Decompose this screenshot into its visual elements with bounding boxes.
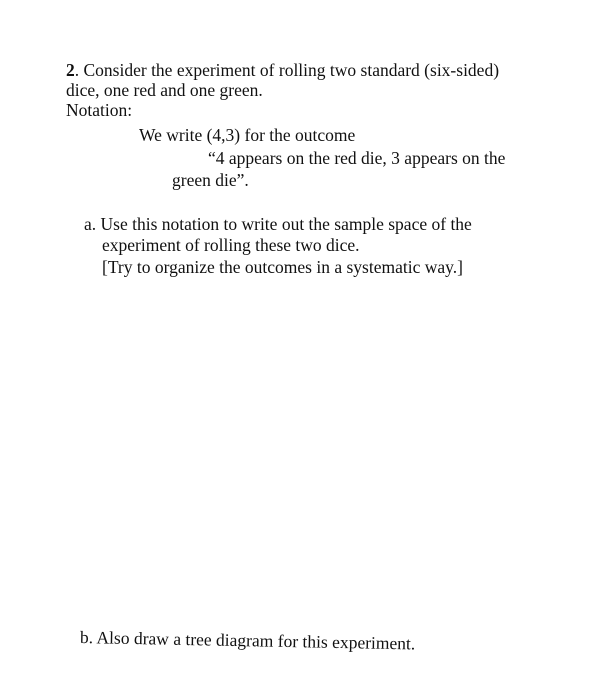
intro-text: . Consider the experiment of rolling two standard (six-sided) bbox=[74, 60, 500, 80]
part-a-line-3: [Try to organize the outcomes in a systematic way.] bbox=[102, 257, 463, 277]
intro-line-1 bbox=[66, 60, 499, 80]
part-a-line-1: a. Use this notation to write out the sample space of the bbox=[84, 214, 472, 234]
notation-label: Notation: bbox=[66, 100, 133, 120]
problem-number: 2 bbox=[66, 60, 75, 80]
notation-line-3: green die”. bbox=[172, 170, 249, 190]
part-a-line-2: experiment of rolling these two dice. bbox=[102, 235, 360, 255]
notation-line-2: “4 appears on the red die, 3 appears on the bbox=[208, 148, 506, 168]
part-b-line-1: b. Also draw a tree diagram for this experiment. bbox=[79, 627, 416, 654]
notation-line-1: We write (4,3) for the outcome bbox=[139, 125, 356, 145]
intro-line-2: dice, one red and one green. bbox=[66, 80, 263, 100]
